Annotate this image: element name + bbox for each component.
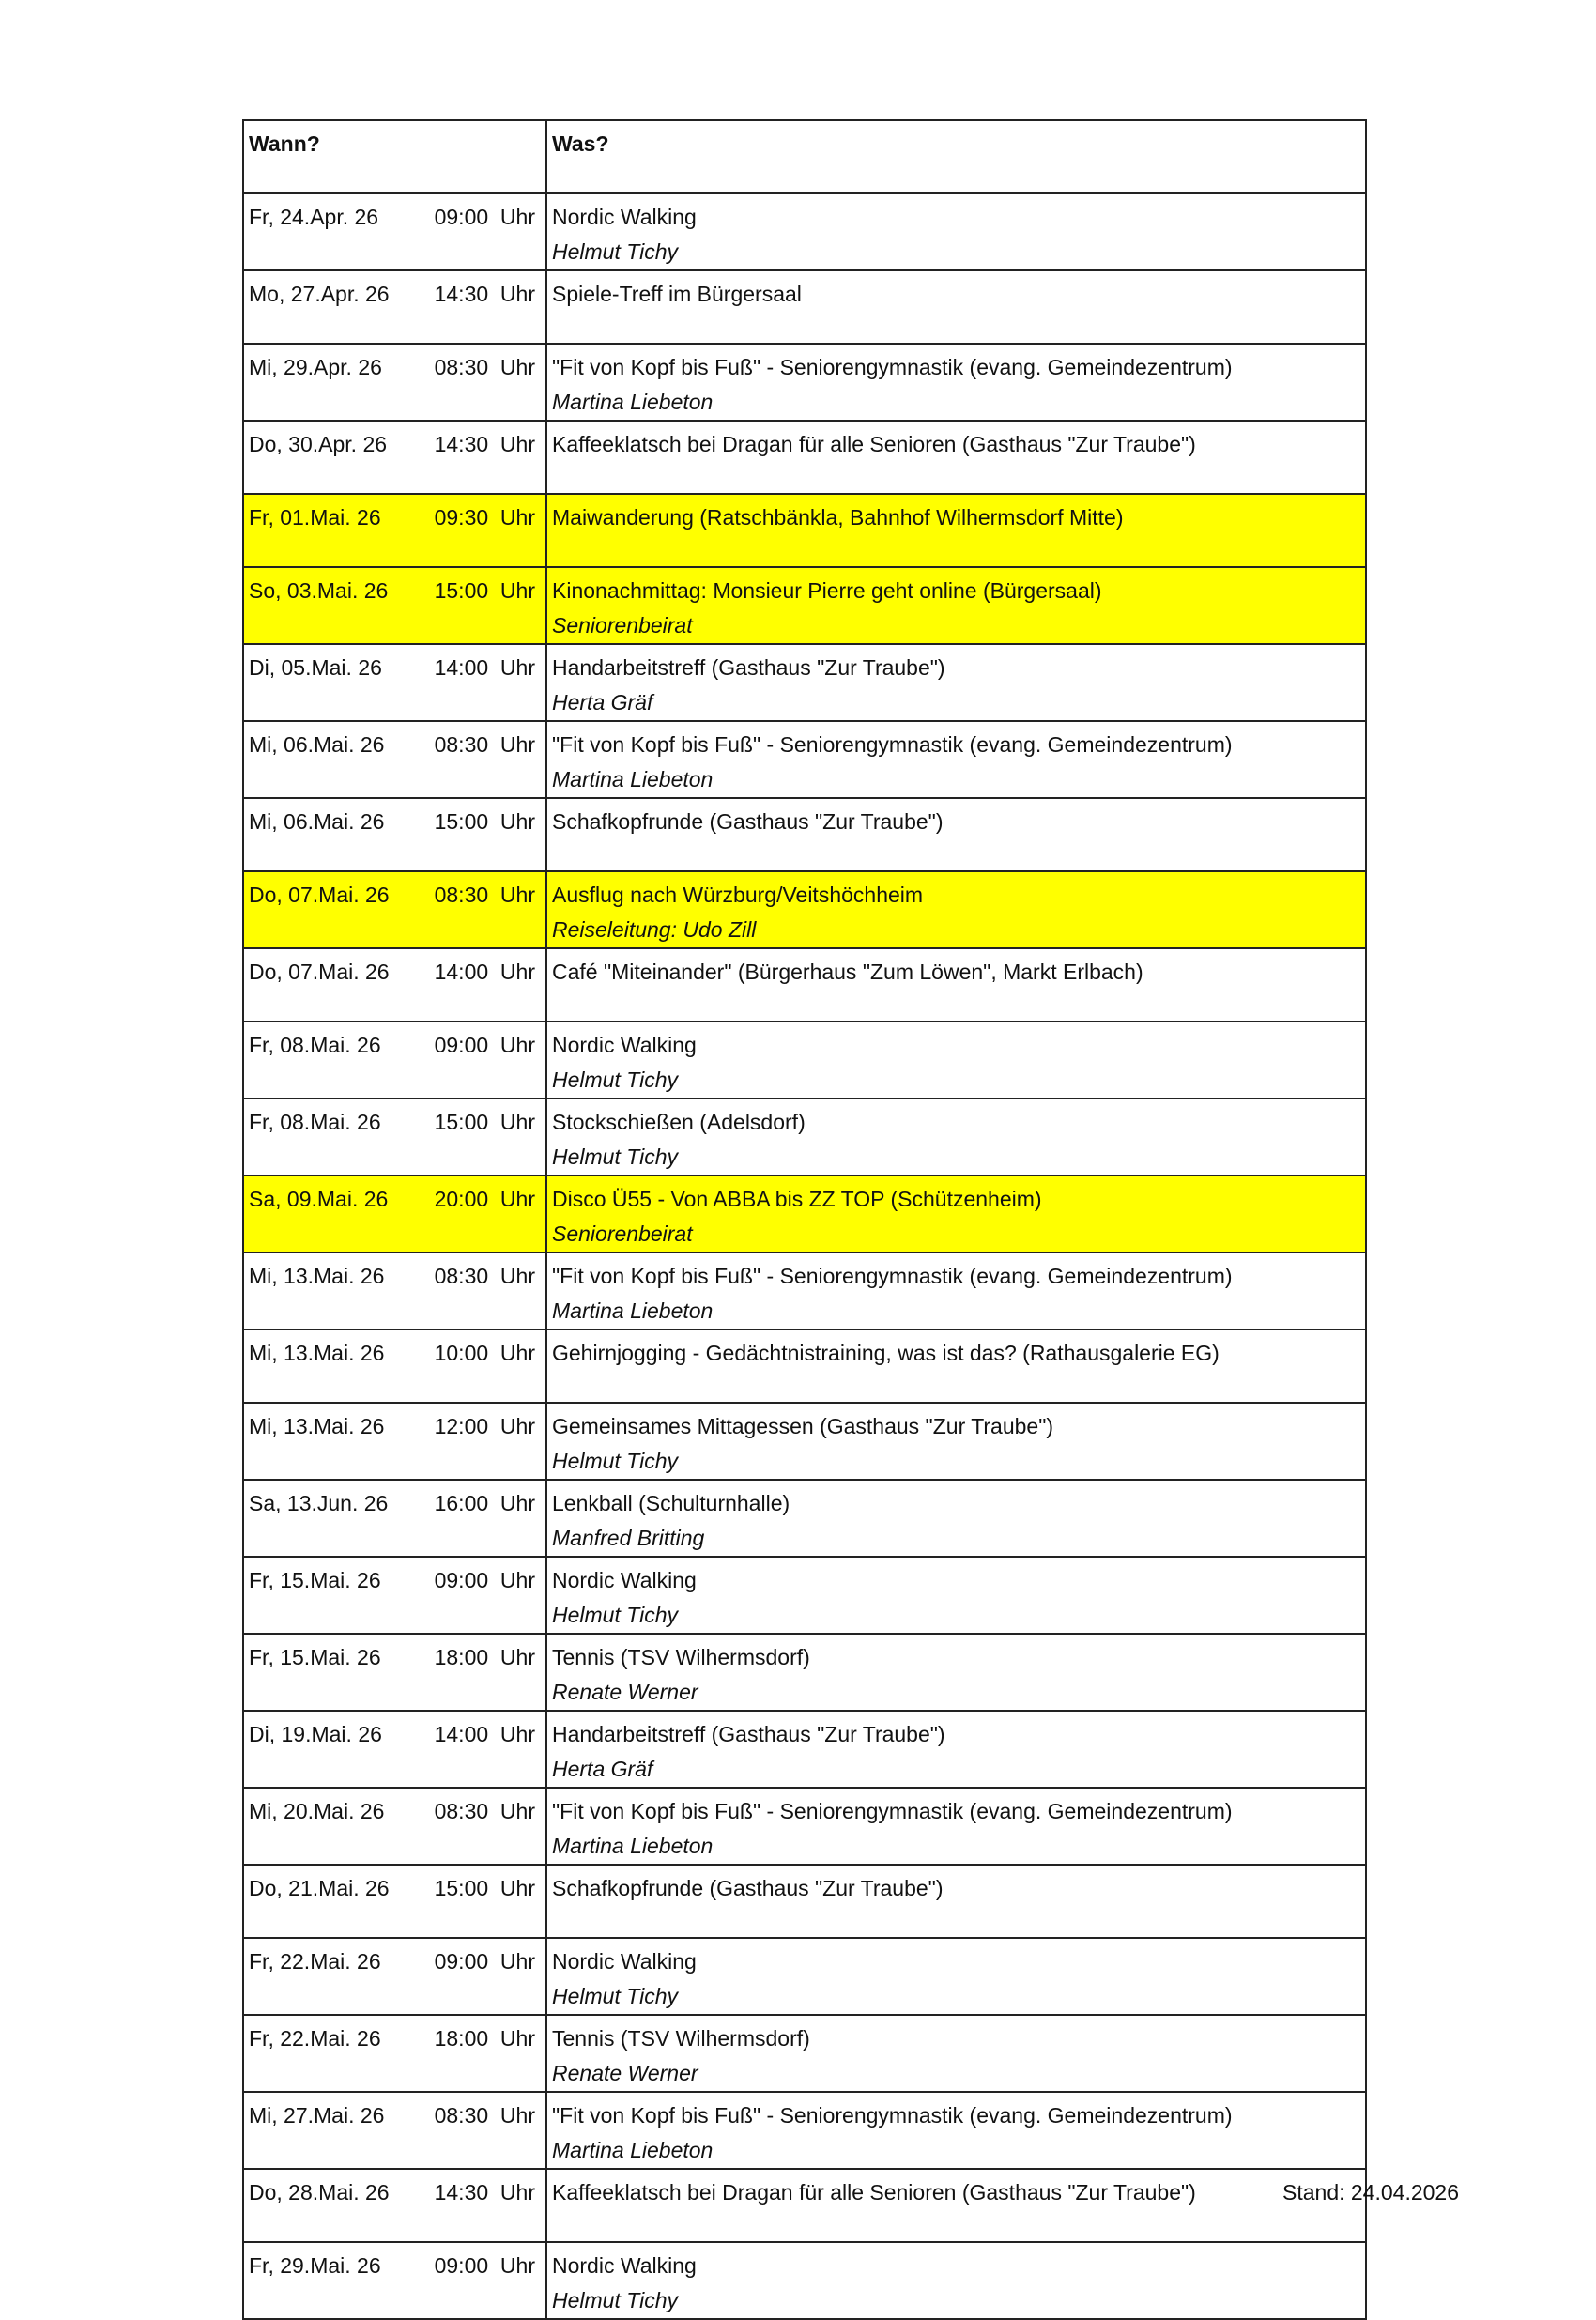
event-date: Do, 07.Mai. 26 <box>249 883 390 907</box>
event-date: Fr, 24.Apr. 26 <box>249 205 379 229</box>
event-row <box>243 1865 1366 1938</box>
event-row <box>243 1634 1366 1711</box>
event-title: Schafkopfrunde (Gasthaus "Zur Traube") <box>552 809 944 834</box>
event-person: Helmut Tichy <box>552 1145 678 1169</box>
event-date: Mi, 20.Mai. 26 <box>249 1799 385 1823</box>
event-when-cell <box>243 948 546 1022</box>
event-what-cell <box>546 1938 1366 2015</box>
event-what-cell <box>546 1099 1366 1175</box>
event-time: 09:00 Uhr <box>434 2253 535 2278</box>
event-time: 08:30 Uhr <box>434 883 535 907</box>
event-row <box>243 1099 1366 1175</box>
event-title: Schafkopfrunde (Gasthaus "Zur Traube") <box>552 1876 944 1900</box>
event-row <box>243 567 1366 644</box>
event-title: Nordic Walking <box>552 1949 697 1974</box>
event-when-cell <box>243 567 546 644</box>
event-row <box>243 798 1366 871</box>
event-when-cell <box>243 2015 546 2092</box>
event-title: Stockschießen (Adelsdorf) <box>552 1110 806 1134</box>
event-what-cell <box>546 871 1366 948</box>
event-date: Fr, 01.Mai. 26 <box>249 505 381 530</box>
event-what-cell <box>546 2242 1366 2319</box>
event-time: 08:30 Uhr <box>434 355 535 379</box>
event-row <box>243 871 1366 948</box>
header-what: Was? <box>546 120 1366 193</box>
event-time: 14:00 Uhr <box>434 655 535 680</box>
event-what-cell <box>546 1403 1366 1480</box>
event-when-cell <box>243 644 546 721</box>
event-person: Helmut Tichy <box>552 1603 678 1627</box>
event-row <box>243 2169 1366 2242</box>
event-title: Kaffeeklatsch bei Dragan für alle Senioren (Gasthaus "Zur Traube") <box>552 432 1196 456</box>
event-what-cell <box>546 421 1366 494</box>
event-title: Tennis (TSV Wilhermsdorf) <box>552 1645 810 1669</box>
event-date: Mi, 27.Mai. 26 <box>249 2103 385 2128</box>
event-date: Fr, 08.Mai. 26 <box>249 1110 381 1134</box>
event-when-cell <box>243 1329 546 1403</box>
event-when-cell <box>243 270 546 344</box>
event-time: 14:30 Uhr <box>434 2180 535 2205</box>
event-what-cell <box>546 1329 1366 1403</box>
event-row <box>243 421 1366 494</box>
event-row <box>243 494 1366 567</box>
header-row <box>243 120 1366 193</box>
event-time: 08:30 Uhr <box>434 1264 535 1288</box>
event-date: Do, 07.Mai. 26 <box>249 960 390 984</box>
event-when-cell <box>243 721 546 798</box>
event-what-cell <box>546 2169 1366 2242</box>
event-row <box>243 1938 1366 2015</box>
event-time: 15:00 Uhr <box>434 1110 535 1134</box>
event-time: 18:00 Uhr <box>434 1645 535 1669</box>
event-title: Ausflug nach Würzburg/Veitshöchheim <box>552 883 924 907</box>
event-what-cell <box>546 1788 1366 1865</box>
event-when-cell <box>243 1634 546 1711</box>
event-time: 09:00 Uhr <box>434 1949 535 1974</box>
event-when-cell <box>243 1022 546 1099</box>
event-when-cell <box>243 871 546 948</box>
schedule-table <box>242 119 1367 2320</box>
event-when-cell <box>243 494 546 567</box>
event-time: 10:00 Uhr <box>434 1341 535 1365</box>
event-person: Helmut Tichy <box>552 1449 678 1473</box>
event-person: Helmut Tichy <box>552 1984 678 2008</box>
event-date: So, 03.Mai. 26 <box>249 578 389 603</box>
stand-date: Stand: 24.04.2026 <box>1282 2180 1459 2205</box>
event-time: 12:00 Uhr <box>434 1414 535 1438</box>
event-when-cell <box>243 421 546 494</box>
event-what-cell <box>546 1865 1366 1938</box>
event-title: Lenkball (Schulturnhalle) <box>552 1491 790 1515</box>
event-time: 14:00 Uhr <box>434 960 535 984</box>
event-person: Martina Liebeton <box>552 767 714 791</box>
event-title: Café "Miteinander" (Bürgerhaus "Zum Löwen", Markt Erlbach) <box>552 960 1143 984</box>
event-row <box>243 1252 1366 1329</box>
event-person: Martina Liebeton <box>552 1298 714 1323</box>
event-time: 15:00 Uhr <box>434 578 535 603</box>
event-row <box>243 1788 1366 1865</box>
event-row <box>243 1175 1366 1252</box>
event-when-cell <box>243 1788 546 1865</box>
event-when-cell <box>243 1557 546 1634</box>
event-time: 14:00 Uhr <box>434 1722 535 1746</box>
event-time: 09:00 Uhr <box>434 205 535 229</box>
event-when-cell <box>243 2092 546 2169</box>
event-date: Fr, 22.Mai. 26 <box>249 2026 381 2051</box>
event-date: Do, 30.Apr. 26 <box>249 432 388 456</box>
event-time: 08:30 Uhr <box>434 732 535 757</box>
event-date: Fr, 15.Mai. 26 <box>249 1568 381 1592</box>
event-person: Herta Gräf <box>552 1757 653 1781</box>
event-time: 18:00 Uhr <box>434 2026 535 2051</box>
event-row <box>243 344 1366 421</box>
event-time: 09:00 Uhr <box>434 1568 535 1592</box>
event-what-cell <box>546 644 1366 721</box>
event-title: "Fit von Kopf bis Fuß" - Seniorengymnastik (evang. Gemeindezentrum) <box>552 732 1233 757</box>
event-row <box>243 270 1366 344</box>
event-when-cell <box>243 1099 546 1175</box>
event-person: Seniorenbeirat <box>552 613 693 638</box>
event-date: Fr, 22.Mai. 26 <box>249 1949 381 1974</box>
event-what-cell <box>546 948 1366 1022</box>
event-time: 20:00 Uhr <box>434 1187 535 1211</box>
event-title: Nordic Walking <box>552 1033 697 1057</box>
event-when-cell <box>243 1711 546 1788</box>
event-date: Fr, 08.Mai. 26 <box>249 1033 381 1057</box>
event-title: "Fit von Kopf bis Fuß" - Seniorengymnastik (evang. Gemeindezentrum) <box>552 355 1233 379</box>
event-title: "Fit von Kopf bis Fuß" - Seniorengymnastik (evang. Gemeindezentrum) <box>552 1799 1233 1823</box>
event-date: Do, 28.Mai. 26 <box>249 2180 390 2205</box>
event-person: Manfred Britting <box>552 1526 705 1550</box>
event-person: Martina Liebeton <box>552 2138 714 2162</box>
event-time: 14:30 Uhr <box>434 282 535 306</box>
event-what-cell <box>546 193 1366 270</box>
event-date: Fr, 29.Mai. 26 <box>249 2253 381 2278</box>
event-person: Martina Liebeton <box>552 1834 714 1858</box>
event-title: Nordic Walking <box>552 1568 697 1592</box>
event-date: Mi, 13.Mai. 26 <box>249 1414 385 1438</box>
event-title: Spiele-Treff im Bürgersaal <box>552 282 802 306</box>
event-time: 09:30 Uhr <box>434 505 535 530</box>
event-time: 08:30 Uhr <box>434 1799 535 1823</box>
event-when-cell <box>243 1175 546 1252</box>
event-title: Tennis (TSV Wilhermsdorf) <box>552 2026 810 2051</box>
event-what-cell <box>546 567 1366 644</box>
event-time: 08:30 Uhr <box>434 2103 535 2128</box>
event-row <box>243 644 1366 721</box>
event-person: Helmut Tichy <box>552 2288 678 2312</box>
event-title: "Fit von Kopf bis Fuß" - Seniorengymnastik (evang. Gemeindezentrum) <box>552 2103 1233 2128</box>
header-when: Wann? <box>243 120 546 193</box>
event-title: Disco Ü55 - Von ABBA bis ZZ TOP (Schützenheim) <box>552 1187 1042 1211</box>
event-row <box>243 1403 1366 1480</box>
event-title: Gemeinsames Mittagessen (Gasthaus "Zur Traube") <box>552 1414 1054 1438</box>
event-row <box>243 2015 1366 2092</box>
event-row <box>243 2242 1366 2319</box>
event-date: Fr, 15.Mai. 26 <box>249 1645 381 1669</box>
event-date: Mi, 13.Mai. 26 <box>249 1264 385 1288</box>
event-person: Seniorenbeirat <box>552 1221 693 1246</box>
event-time: 15:00 Uhr <box>434 809 535 834</box>
event-title: Kaffeeklatsch bei Dragan für alle Senioren (Gasthaus "Zur Traube") <box>552 2180 1196 2205</box>
event-row <box>243 193 1366 270</box>
event-time: 16:00 Uhr <box>434 1491 535 1515</box>
event-time: 14:30 Uhr <box>434 432 535 456</box>
schedule-body <box>243 120 1366 2319</box>
event-what-cell <box>546 1557 1366 1634</box>
event-person: Helmut Tichy <box>552 1068 678 1092</box>
event-when-cell <box>243 1252 546 1329</box>
event-what-cell <box>546 1175 1366 1252</box>
event-when-cell <box>243 1480 546 1557</box>
event-date: Di, 05.Mai. 26 <box>249 655 382 680</box>
event-date: Mo, 27.Apr. 26 <box>249 282 390 306</box>
event-what-cell <box>546 1711 1366 1788</box>
event-what-cell <box>546 1252 1366 1329</box>
event-date: Mi, 06.Mai. 26 <box>249 809 385 834</box>
event-time: 09:00 Uhr <box>434 1033 535 1057</box>
event-title: Handarbeitstreff (Gasthaus "Zur Traube") <box>552 655 945 680</box>
event-date: Di, 19.Mai. 26 <box>249 1722 382 1746</box>
event-row <box>243 1022 1366 1099</box>
event-date: Sa, 13.Jun. 26 <box>249 1491 389 1515</box>
event-row <box>243 1329 1366 1403</box>
event-when-cell <box>243 798 546 871</box>
event-when-cell <box>243 193 546 270</box>
event-title: Handarbeitstreff (Gasthaus "Zur Traube") <box>552 1722 945 1746</box>
event-what-cell <box>546 721 1366 798</box>
event-title: Nordic Walking <box>552 205 697 229</box>
event-when-cell <box>243 1403 546 1480</box>
event-person: Helmut Tichy <box>552 239 678 264</box>
event-person: Herta Gräf <box>552 690 653 714</box>
event-row <box>243 948 1366 1022</box>
event-date: Sa, 09.Mai. 26 <box>249 1187 389 1211</box>
event-what-cell <box>546 2092 1366 2169</box>
event-row <box>243 2092 1366 2169</box>
event-what-cell <box>546 798 1366 871</box>
event-when-cell <box>243 344 546 421</box>
event-what-cell <box>546 1022 1366 1099</box>
event-row <box>243 721 1366 798</box>
event-when-cell <box>243 2169 546 2242</box>
event-person: Reiseleitung: Udo Zill <box>552 917 757 942</box>
event-date: Mi, 06.Mai. 26 <box>249 732 385 757</box>
event-what-cell <box>546 270 1366 344</box>
event-title: Gehirnjogging - Gedächtnistraining, was ist das? (Rathausgalerie EG) <box>552 1341 1220 1365</box>
event-when-cell <box>243 1938 546 2015</box>
event-title: "Fit von Kopf bis Fuß" - Seniorengymnastik (evang. Gemeindezentrum) <box>552 1264 1233 1288</box>
event-when-cell <box>243 1865 546 1938</box>
event-what-cell <box>546 2015 1366 2092</box>
event-row <box>243 1711 1366 1788</box>
event-when-cell <box>243 2242 546 2319</box>
event-row <box>243 1557 1366 1634</box>
event-title: Kinonachmittag: Monsieur Pierre geht online (Bürgersaal) <box>552 578 1102 603</box>
event-what-cell <box>546 344 1366 421</box>
event-title: Maiwanderung (Ratschbänkla, Bahnhof Wilhermsdorf Mitte) <box>552 505 1124 530</box>
event-title: Nordic Walking <box>552 2253 697 2278</box>
event-date: Mi, 29.Apr. 26 <box>249 355 382 379</box>
event-date: Mi, 13.Mai. 26 <box>249 1341 385 1365</box>
event-person: Martina Liebeton <box>552 390 714 414</box>
event-person: Renate Werner <box>552 2061 698 2085</box>
event-what-cell <box>546 494 1366 567</box>
event-row <box>243 1480 1366 1557</box>
event-what-cell <box>546 1480 1366 1557</box>
event-date: Do, 21.Mai. 26 <box>249 1876 390 1900</box>
event-what-cell <box>546 1634 1366 1711</box>
event-time: 15:00 Uhr <box>434 1876 535 1900</box>
event-person: Renate Werner <box>552 1680 698 1704</box>
